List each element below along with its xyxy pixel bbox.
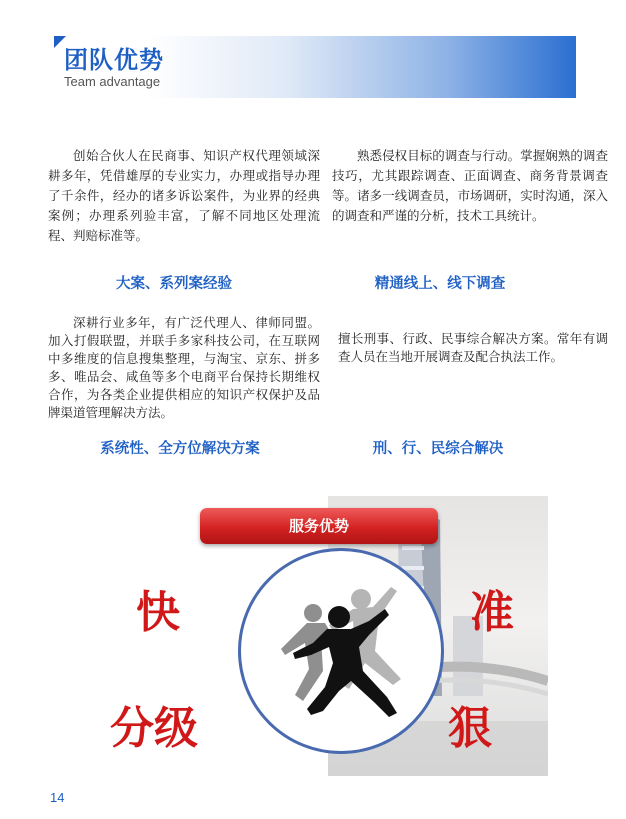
advantage-char-fast: 快 [136, 587, 180, 638]
section-heading-4: 刑、行、民综合解决 [372, 441, 504, 457]
section-text-3: 深耕行业多年，有广泛代理人、律师同盟。加入打假联盟，并联手多家科技公司，在互联网中多维度的信息搜集整理，与淘宝、京东、拼多多、唯品会、咸鱼等多个电商平台保持长期维权合作，为各类企业提供相应的知识产权保护及品牌渠道管理解决方法。 [48, 315, 320, 420]
advantage-char-fierce: 狠 [448, 703, 492, 754]
page-number: 14 [50, 790, 65, 805]
advantage-char-accurate: 准 [470, 587, 514, 638]
section-heading-3: 系统性、全方位解决方案 [100, 441, 260, 457]
page-subtitle: Team advantage [64, 74, 161, 89]
martial-arts-figure-icon [241, 551, 441, 751]
kungfu-circle [238, 548, 444, 754]
service-advantage-graphic [108, 496, 548, 776]
section-heading-2: 精通线上、线下调查 [374, 276, 506, 292]
advantage-char-grading: 分级 [110, 703, 198, 754]
service-banner: 服务优势 [200, 508, 438, 544]
section-text-1: 创始合伙人在民商事、知识产权代理领域深耕多年，凭借雄厚的专业实力，办理或指导办理了千余件，经办的诸多诉讼案件，为业界的经典案例；办理系列验丰富，了解不同地区处理流程、判赔标准等。 [48, 148, 320, 243]
section-text-2: 熟悉侵权目标的调查与行动。掌握娴熟的调查技巧，尤其跟踪调查、正面调查、商务背景调查等。诸多一线调查员，市场调研，实时沟通，深入的调查和严谨的分析，技术工具统计。 [332, 148, 608, 223]
section-text-4: 擅长刑事、行政、民事综合解决方案。常年有调查人员在当地开展调查及配合执法工作。 [338, 331, 608, 364]
page-title: 团队优势 [64, 46, 164, 74]
section-heading-1: 大案、系列案经验 [116, 276, 232, 292]
